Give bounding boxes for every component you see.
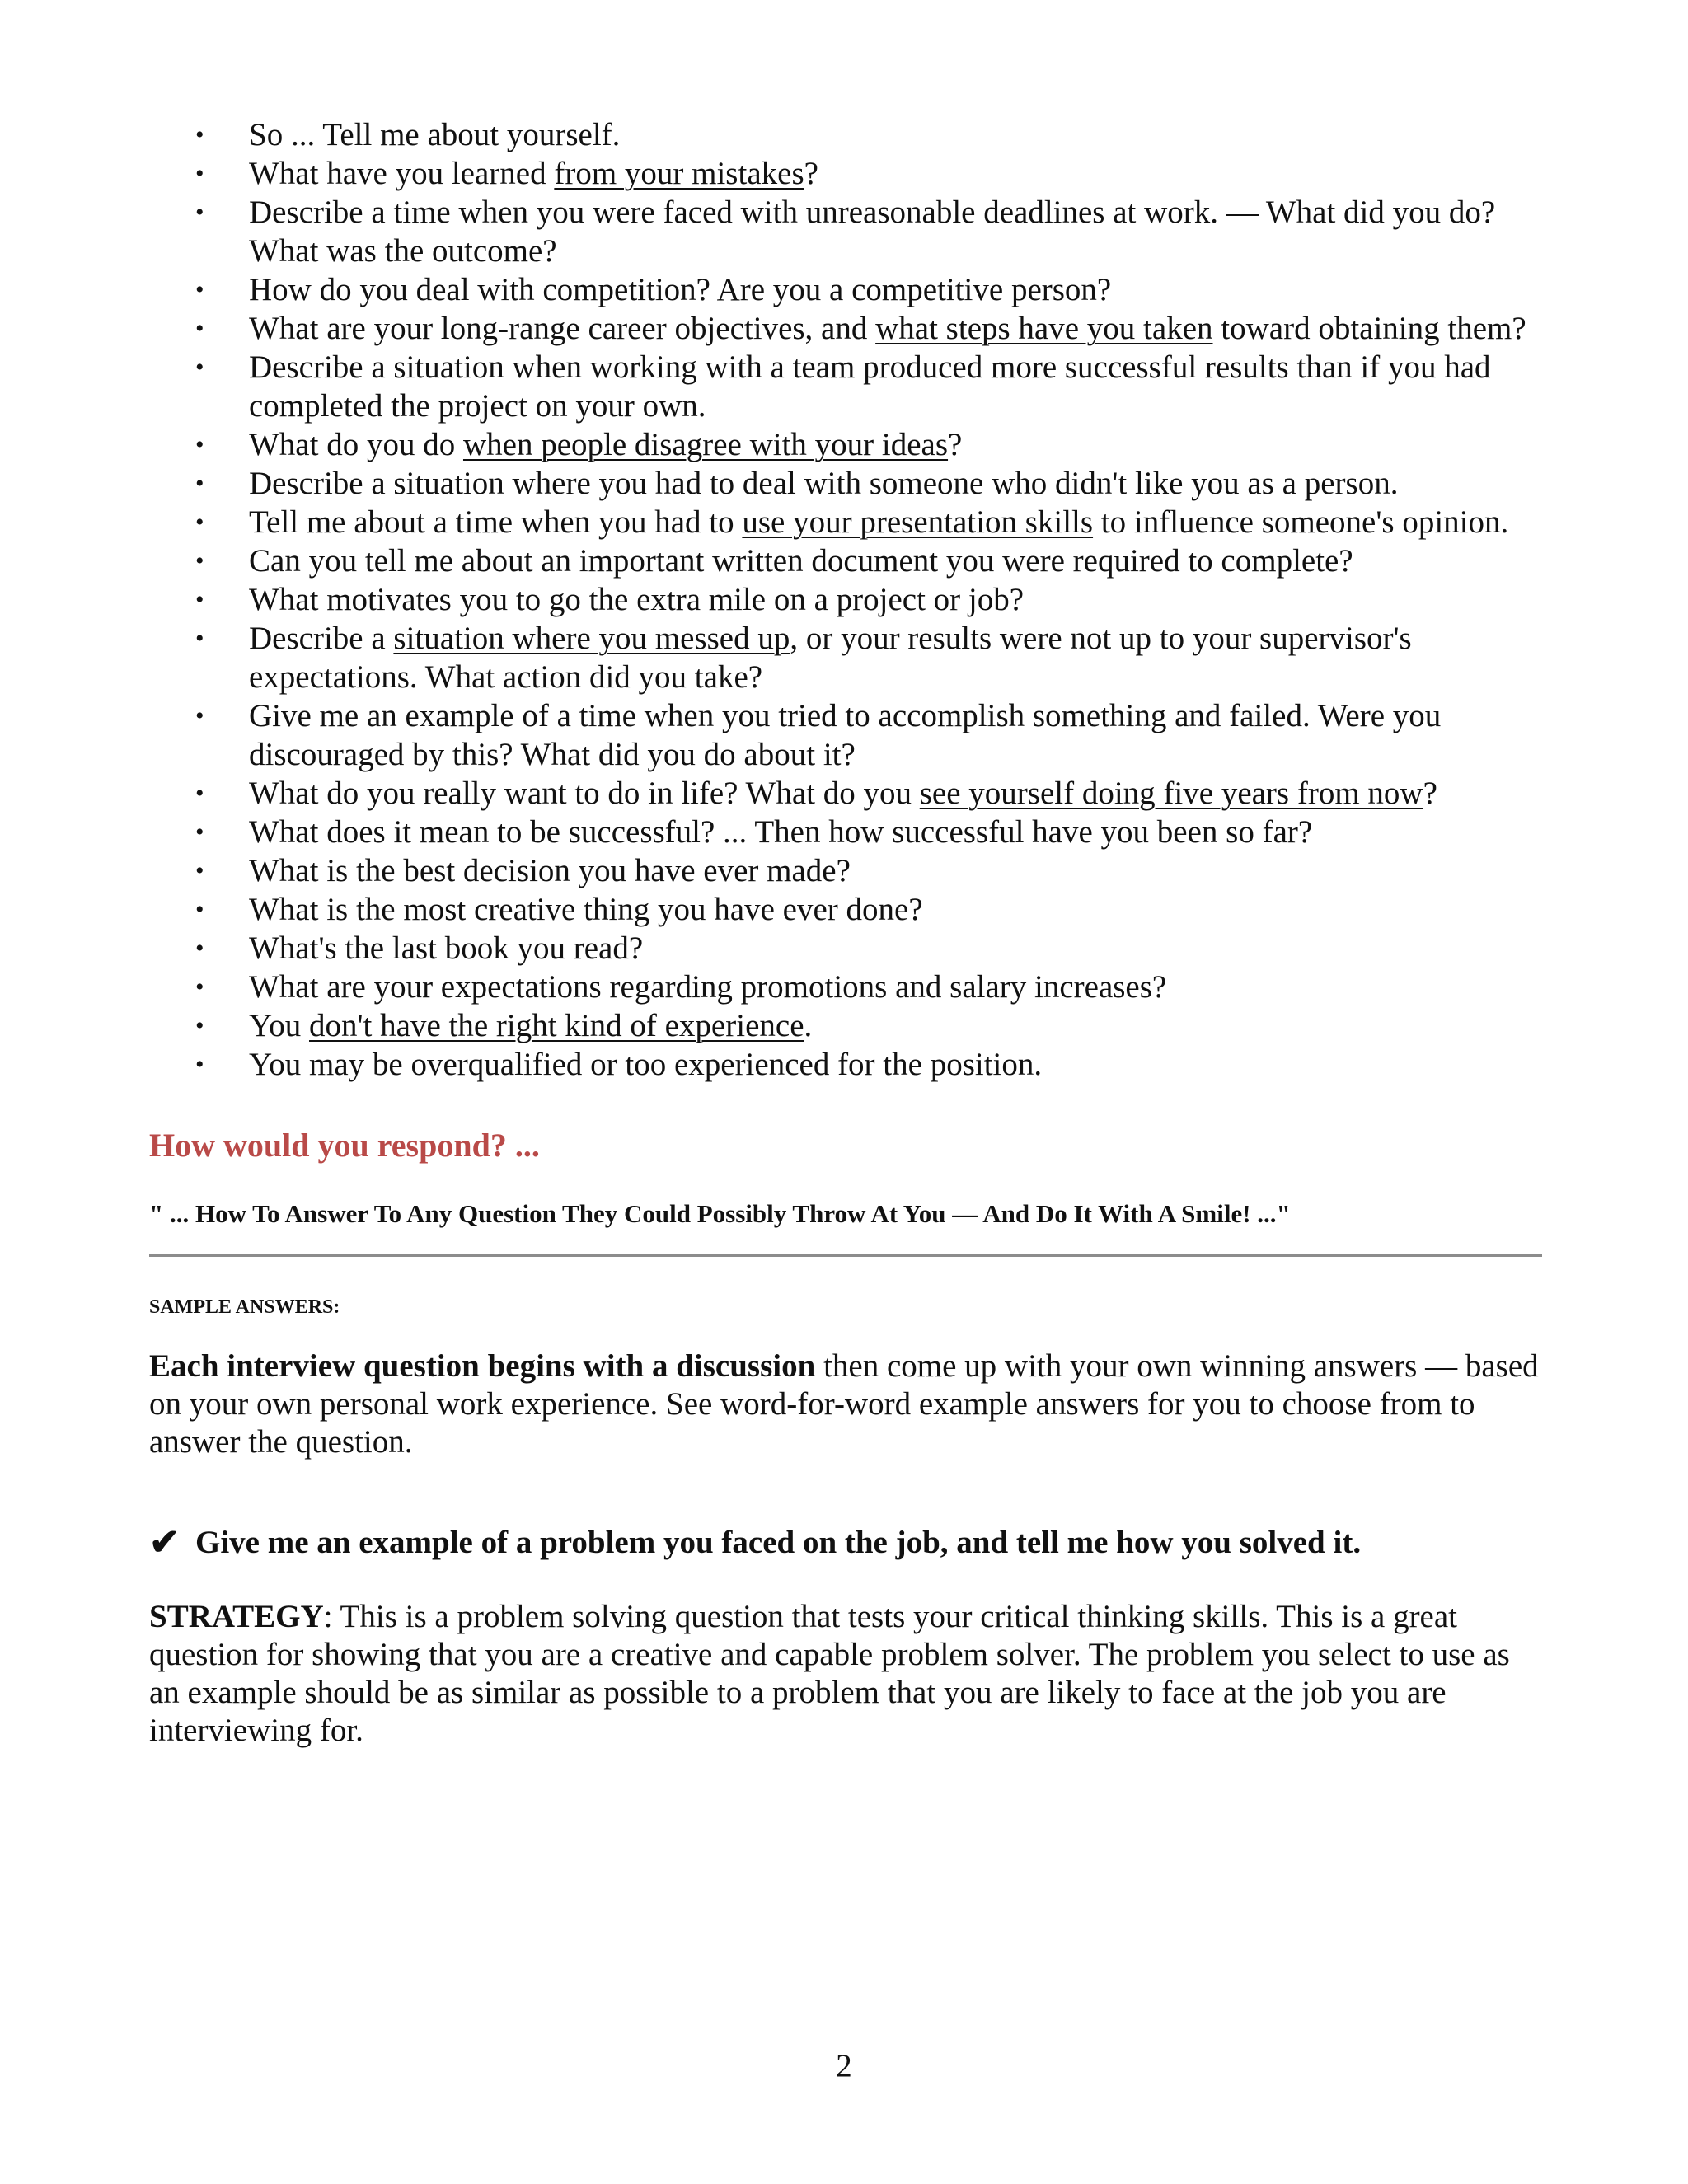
question-group: [149, 541, 1542, 774]
bullet-icon: •: [195, 973, 204, 1001]
question-text: What is the best decision you have ever made?: [249, 853, 851, 888]
question-group: [149, 774, 1542, 1084]
question-item: [149, 348, 1542, 425]
intro-bold-text: Each interview question begins with a discussion: [149, 1348, 816, 1384]
question-text: toward obtaining them?: [1212, 311, 1526, 346]
intro-rest-text: then come up with your own winning answers — based on your own personal work experience. See word-for-word example answers for you to choose from to answer the question.: [149, 1348, 1539, 1460]
bullet-icon: •: [195, 818, 204, 846]
question-item: [149, 309, 1542, 348]
question-link[interactable]: from your mistakes: [554, 156, 804, 191]
bullet-icon: •: [195, 625, 204, 652]
question-text: What are your long-range career objectives, and: [249, 311, 876, 346]
question-item: [149, 696, 1542, 774]
checkmark-icon: ✔: [149, 1522, 180, 1563]
question-item: [149, 541, 1542, 580]
question-text: Can you tell me about an important written document you were required to complete?: [249, 543, 1353, 579]
question-text: ?: [1423, 776, 1437, 811]
interview-question-list: [149, 115, 1542, 1084]
bullet-icon: •: [195, 509, 204, 536]
respond-heading: How would you respond? ...: [149, 1127, 540, 1164]
question-item: [149, 968, 1542, 1006]
bullet-icon: •: [195, 160, 204, 187]
bullet-icon: •: [195, 780, 204, 807]
bullet-icon: •: [195, 857, 204, 884]
question-text: What is the most creative thing you have ever done?: [249, 892, 923, 927]
question-item: [149, 929, 1542, 968]
question-item: [149, 464, 1542, 503]
bullet-icon: •: [195, 354, 204, 381]
question-link[interactable]: what steps have you taken: [875, 311, 1213, 346]
bullet-icon: •: [195, 315, 204, 342]
question-item: [149, 890, 1542, 929]
question-item: [149, 619, 1542, 696]
question-text: What do you do: [249, 427, 463, 462]
bullet-icon: •: [195, 431, 204, 458]
question-item: [149, 154, 1542, 193]
question-link[interactable]: when people disagree with your ideas: [462, 427, 949, 462]
question-text: Describe a: [249, 621, 394, 656]
question-item: [149, 1045, 1542, 1084]
bullet-icon: •: [195, 470, 204, 497]
question-text: , or your results were not up to your supervisor's expectations. What action did you take?: [249, 621, 1412, 695]
question-item: [149, 115, 1542, 154]
question-text: What are your expectations regarding promotions and salary increases?: [249, 969, 1167, 1005]
sample-answers-label: SAMPLE ANSWERS:: [149, 1296, 340, 1318]
question-link[interactable]: situation where you messed up: [393, 621, 790, 656]
question-text: .: [804, 1008, 813, 1043]
question-text: How do you deal with competition? Are you a competitive person?: [249, 272, 1112, 307]
horizontal-divider: [149, 1254, 1542, 1257]
question-item: [149, 851, 1542, 890]
question-text: What do you really want to do in life? What do you: [249, 776, 920, 811]
question-text: You may be overqualified or too experienced for the position.: [249, 1047, 1043, 1082]
question-text: Tell me about a time when you had to: [249, 504, 743, 540]
bullet-icon: •: [195, 276, 204, 303]
strategy-text: : This is a problem solving question that tests your critical thinking skills. This is a great question for showing that you are a creative and capable problem solver. The problem you select to use as an example should be as similar as possible to a problem that you are likely to face at the job you are interviewing for.: [149, 1599, 1510, 1748]
question-text: Describe a time when you were faced with unreasonable deadlines at work. — What did you do? What was the outcome?: [249, 194, 1496, 269]
question-group: [149, 348, 1542, 541]
sample-question-text: Give me an example of a problem you faced on the job, and tell me how you solved it.: [195, 1525, 1362, 1560]
bullet-icon: •: [195, 547, 204, 574]
promo-tagline: " ... How To Answer To Any Question They Could Possibly Throw At You — And Do It With A Smile! ...": [149, 1199, 1291, 1228]
question-text: What's the last book you read?: [249, 930, 644, 966]
page-number: 2: [836, 2048, 852, 2083]
question-text: What does it mean to be successful? ... Then how successful have you been so far?: [249, 814, 1313, 850]
question-text: So ... Tell me about yourself.: [249, 117, 621, 152]
strategy-label: STRATEGY: [149, 1599, 324, 1634]
intro-paragraph: [149, 1347, 1542, 1461]
question-item: [149, 813, 1542, 851]
question-text: You: [249, 1008, 310, 1043]
question-text: ?: [948, 427, 963, 462]
bullet-icon: •: [195, 935, 204, 962]
question-text: What motivates you to go the extra mile on a project or job?: [249, 582, 1025, 617]
bullet-icon: •: [195, 1051, 204, 1078]
question-text: Give me an example of a time when you tried to accomplish something and failed. Were you discouraged by this? What did you do about it?: [249, 698, 1442, 772]
sample-question-heading: [149, 1522, 1542, 1563]
strategy-paragraph: [149, 1598, 1542, 1750]
question-item: [149, 774, 1542, 813]
question-item: [149, 425, 1542, 464]
bullet-icon: •: [195, 121, 204, 148]
question-text: Describe a situation when working with a team produced more successful results than if you had completed the project on your own.: [249, 349, 1491, 424]
question-item: [149, 1006, 1542, 1045]
bullet-icon: •: [195, 199, 204, 226]
bullet-icon: •: [195, 586, 204, 613]
question-link[interactable]: use your presentation skills: [742, 504, 1094, 540]
page-content: [149, 115, 1542, 1750]
question-item: [149, 193, 1542, 270]
question-item: [149, 503, 1542, 541]
question-text: ?: [804, 156, 818, 191]
question-link[interactable]: see yourself doing five years from now: [919, 776, 1423, 811]
question-link[interactable]: don't have the right kind of experience: [309, 1008, 804, 1043]
question-group: [149, 115, 1542, 348]
question-text: What have you learned: [249, 156, 555, 191]
question-text: to influence someone's opinion.: [1093, 504, 1509, 540]
question-item: [149, 270, 1542, 309]
bullet-icon: •: [195, 896, 204, 923]
question-text: Describe a situation where you had to deal with someone who didn't like you as a person.: [249, 466, 1399, 501]
question-item: [149, 580, 1542, 619]
bullet-icon: •: [195, 1012, 204, 1039]
bullet-icon: •: [195, 702, 204, 729]
